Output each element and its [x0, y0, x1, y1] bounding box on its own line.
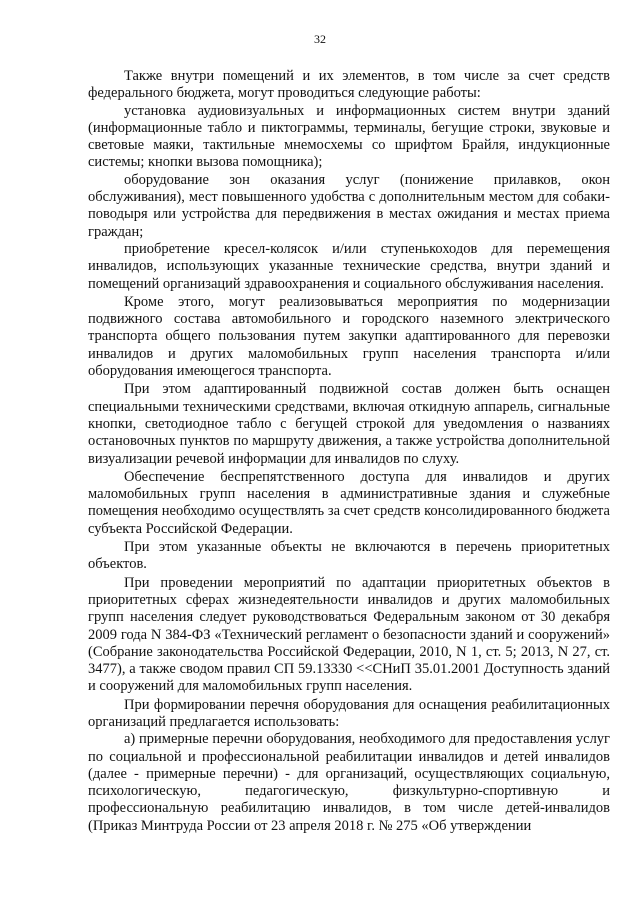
- paragraph: Кроме этого, могут реализовываться мероприятия по модернизации подвижного состава автомобильного и городского наземного электрического транспорта общего пользования путем закупки адаптированного для перевозки инвалидов и других маломобильных групп населения транспорта и/или оборудования имеющегося транспорта.: [88, 293, 610, 380]
- paragraph: установка аудиовизуальных и информационных систем внутри зданий (информационные табло и пиктограммы, терминалы, бегущие строки, звуковые и световые маяки, тактильные мнемосхемы со шрифтом Брайля, индукционные системы; кнопки вызова помощника);: [88, 102, 610, 171]
- page-number: 32: [314, 32, 326, 46]
- document-body: [88, 68, 610, 835]
- paragraph: При проведении мероприятий по адаптации приоритетных объектов в приоритетных сферах жизнедеятельности инвалидов и других маломобильных групп населения следует руководствоваться Федеральным законом от 30 декабря 2009 года N 384-ФЗ «Технический регламент о безопасности зданий и сооружений» (Собрание законодательства Российской Федерации, 2010, N 1, ст. 5; 2013, N 27, ст. 3477), а также сводом правил СП 59.13330 <<СНиП 35.01.2001 Доступность зданий и сооружений для маломобильных групп населения.: [88, 574, 610, 695]
- paragraph: Обеспечение беспрепятственного доступа для инвалидов и других маломобильных групп населения в административные здания и служебные помещения необходимо осуществлять за счет средств консолидированного бюджета субъекта Российской Федерации.: [88, 468, 610, 537]
- paragraph: а) примерные перечни оборудования, необходимого для предоставления услуг по социальной и профессиональной реабилитации инвалидов и детей инвалидов (далее - примерные перечни) - для организаций, осуществляющих социальную, психологическую, педагогическую, физкультурно-спортивную и профессиональную реабилитацию инвалидов, в том числе детей-инвалидов (Приказ Минтруда России от 23 апреля 2018 г. № 275 «Об утверждении: [88, 731, 610, 834]
- paragraph: оборудование зон оказания услуг (понижение прилавков, окон обслуживания), мест повышенного удобства с дополнительным местом для собаки-поводыря или устройства для передвижения в местах ожидания и местах приема граждан;: [88, 171, 610, 240]
- paragraph: При этом указанные объекты не включаются в перечень приоритетных объектов.: [88, 539, 610, 573]
- paragraph: Также внутри помещений и их элементов, в том числе за счет средств федерального бюджета, могут проводиться следующие работы:: [88, 68, 610, 102]
- paragraph: приобретение кресел-колясок и/или ступенькоходов для перемещения инвалидов, использующих указанные технические средства, внутри зданий и помещений организаций здравоохранения и социального обслуживания населения.: [88, 240, 610, 292]
- paragraph: При формировании перечня оборудования для оснащения реабилитационных организаций предлагается использовать:: [88, 696, 610, 730]
- paragraph: При этом адаптированный подвижной состав должен быть оснащен специальными техническими средствами, включая откидную аппарель, сигнальные кнопки, светодиодное табло с бегущей строкой для уведомления о названиях остановочных пунктов по маршруту движения, а также устройства дополнительной визуализации речевой информации для инвалидов по слуху.: [88, 381, 610, 467]
